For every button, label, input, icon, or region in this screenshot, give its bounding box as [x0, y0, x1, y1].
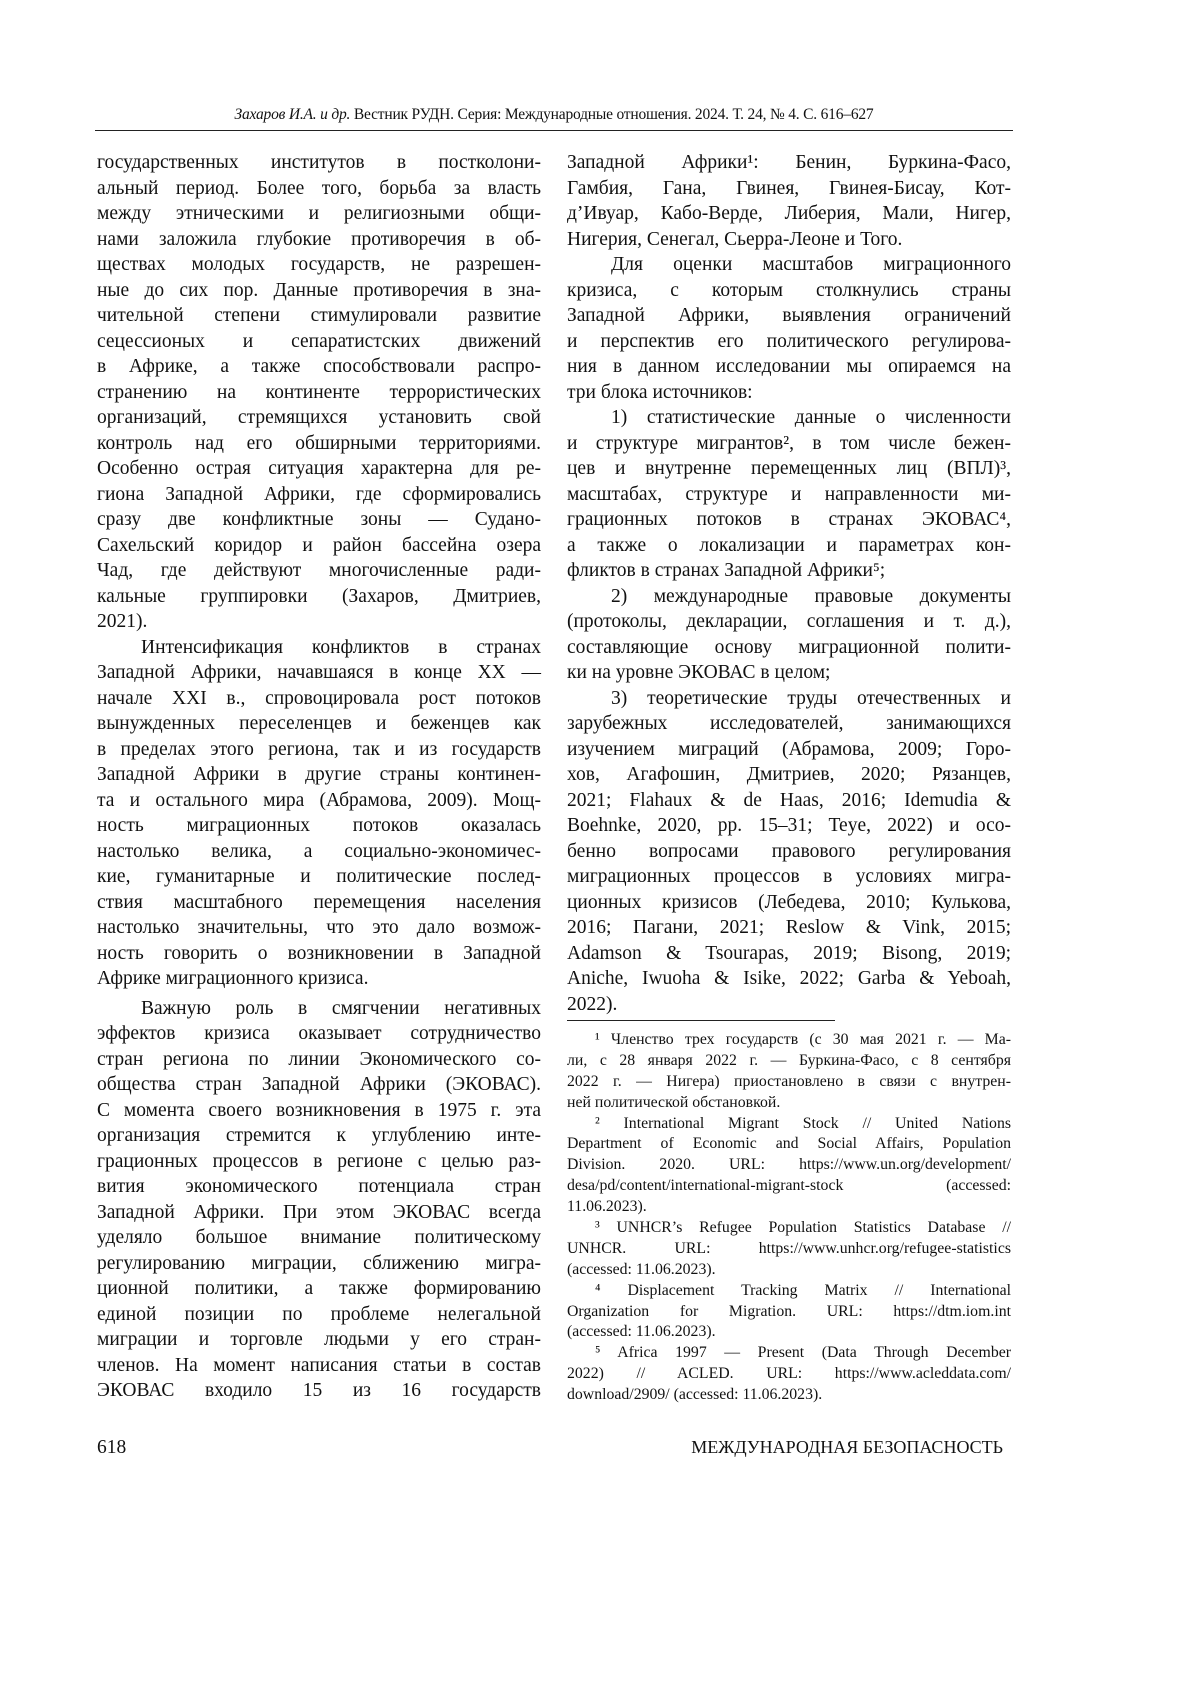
text-line: Чад, где действуют многочисленные ради-	[97, 558, 541, 584]
text-line: кальные группировки (Захаров, Дмитриев,	[97, 584, 541, 610]
footnote-line: 2022) // ACLED. URL: https://www.acleddata.com/	[567, 1364, 1011, 1385]
text-line: С момента своего возникновения в 1975 г. эта	[97, 1098, 541, 1124]
text-line: Сахельский коридор и район бассейна озера	[97, 533, 541, 559]
text-line: Aniche, Iwuoha & Isike, 2022; Garba & Yeboah,	[567, 966, 1011, 992]
page-number: 618	[97, 1437, 126, 1459]
header-authors: Захаров И.А. и др.	[235, 106, 351, 123]
text-line: стран региона по линии Экономического со-	[97, 1047, 541, 1073]
text-line: хов, Агафошин, Дмитриев, 2020; Рязанцев,	[567, 762, 1011, 788]
text-line: та и остального мира (Абрамова, 2009). Мощ-	[97, 788, 541, 814]
text-line: 2021; Flahaux & de Haas, 2016; Idemudia &	[567, 788, 1011, 814]
text-line: в Африке, а также способствовали распро-	[97, 354, 541, 380]
footnotes	[567, 1030, 1011, 1406]
text-line: организаций, стремящихся установить свой	[97, 405, 541, 431]
footnote-line: UNHCR. URL: https://www.unhcr.org/refugee-statistics	[567, 1239, 1011, 1260]
text-line: ствия масштабного перемещения населения	[97, 890, 541, 916]
text-line: миграционных процессов в условиях мигра-	[567, 864, 1011, 890]
text-line: ность говорить о возникновении в Западной	[97, 941, 541, 967]
text-line: кризиса, с которым столкнулись страны	[567, 278, 1011, 304]
text-line: ные до сих пор. Данные противоречия в зна-	[97, 278, 541, 304]
footnote-line: download/2909/ (accessed: 11.06.2023).	[567, 1385, 1011, 1406]
text-line: вынужденных переселенцев и беженцев как	[97, 711, 541, 737]
text-line: зарубежных исследователей, занимающихся	[567, 711, 1011, 737]
text-line: Африке миграционного кризиса.	[97, 966, 541, 992]
text-line: сецессионых и сепаратистских движений	[97, 329, 541, 355]
text-line: уделяло большое внимание политическому	[97, 1225, 541, 1251]
text-line: Интенсификация конфликтов в странах	[97, 635, 541, 661]
text-line: странению на континенте террористических	[97, 380, 541, 406]
footnote-line: ⁴ Displacement Tracking Matrix // International	[567, 1281, 1011, 1302]
text-line: единой позиции по проблеме нелегальной	[97, 1302, 541, 1328]
text-line: масштабах, структуре и направленности ми-	[567, 482, 1011, 508]
header-journal: Вестник РУДН. Серия: Международные отношения. 2024. Т. 24, № 4. С. 616–627	[350, 106, 873, 123]
footnote-line: 11.06.2023).	[567, 1197, 1011, 1218]
footnote-line: ¹ Членство трех государств (с 30 мая 2021 г. — Ма-	[567, 1030, 1011, 1051]
text-line: кие, гуманитарные и политические послед-	[97, 864, 541, 890]
text-line: 2) международные правовые документы	[567, 584, 1011, 610]
right-column	[567, 150, 1011, 1017]
text-line: государственных институтов в постколони-	[97, 150, 541, 176]
text-line: д’Ивуар, Кабо-Верде, Либерия, Мали, Нигер,	[567, 201, 1011, 227]
footnote-line: Division. 2020. URL: https://www.un.org/development/	[567, 1155, 1011, 1176]
text-line: Adamson & Tsourapas, 2019; Bisong, 2019;	[567, 941, 1011, 967]
text-line: ществах молодых государств, не разрешен-	[97, 252, 541, 278]
text-line: изучением миграций (Абрамова, 2009; Горо-	[567, 737, 1011, 763]
text-line: Особенно острая ситуация характерна для ре-	[97, 456, 541, 482]
text-line: между этническими и религиозными общи-	[97, 201, 541, 227]
text-line: составляющие основу миграционной полити-	[567, 635, 1011, 661]
text-line: Важную роль в смягчении негативных	[97, 996, 541, 1022]
footnote-line: ² International Migrant Stock // United Nations	[567, 1114, 1011, 1135]
text-line: ционных кризисов (Лебедева, 2010; Кулькова,	[567, 890, 1011, 916]
text-line: Западной Африки в другие страны континен-	[97, 762, 541, 788]
text-line: регулированию миграции, сближению мигра-	[97, 1251, 541, 1277]
text-line: 2016; Пагани, 2021; Reslow & Vink, 2015;	[567, 915, 1011, 941]
footnote-line: 2022 г. — Нигера) приостановлено в связи с внутрен-	[567, 1072, 1011, 1093]
text-line: а также о локализации и параметрах кон-	[567, 533, 1011, 559]
text-line: настолько значительны, что это дало возмож-	[97, 915, 541, 941]
text-line: нами заложила глубокие противоречия в об-	[97, 227, 541, 253]
text-line: грационных процессов в регионе с целью раз-	[97, 1149, 541, 1175]
text-line: ЭКОВАС входило 15 из 16 государств	[97, 1378, 541, 1404]
text-line: альный период. Более того, борьба за власть	[97, 176, 541, 202]
text-line: Гамбия, Гана, Гвинея, Гвинея-Бисау, Кот-	[567, 176, 1011, 202]
footnote-line: (accessed: 11.06.2023).	[567, 1322, 1011, 1343]
text-line: Boehnke, 2020, pp. 15–31; Teye, 2022) и осо-	[567, 813, 1011, 839]
footnote-line: desa/pd/content/international-migrant-stock (accessed:	[567, 1176, 1011, 1197]
running-header	[95, 106, 1013, 124]
text-line: грационных потоков в странах ЭКОВАС⁴,	[567, 507, 1011, 533]
text-line: контроль над его обширными территориями.	[97, 431, 541, 457]
text-line: чительной степени стимулировали развитие	[97, 303, 541, 329]
text-line: 2021).	[97, 609, 541, 635]
text-line: ки на уровне ЭКОВАС в целом;	[567, 660, 1011, 686]
text-line: ния в данном исследовании мы опираемся на	[567, 354, 1011, 380]
text-line: ность миграционных потоков оказалась	[97, 813, 541, 839]
text-line: Для оценки масштабов миграционного	[567, 252, 1011, 278]
text-line: миграции и торговле людьми у его стран-	[97, 1327, 541, 1353]
text-line: (протоколы, декларации, соглашения и т. д.),	[567, 609, 1011, 635]
text-line: начале XXI в., спровоцировала рост потоков	[97, 686, 541, 712]
text-line: организация стремится к углублению инте-	[97, 1123, 541, 1149]
text-line: сразу две конфликтные зоны — Судано-	[97, 507, 541, 533]
text-line: Западной Африки, выявления ограничений	[567, 303, 1011, 329]
text-line: гиона Западной Африки, где сформировались	[97, 482, 541, 508]
text-line: фликтов в странах Западной Африки⁵;	[567, 558, 1011, 584]
text-line: Западной Африки. При этом ЭКОВАС всегда	[97, 1200, 541, 1226]
text-line: 2022).	[567, 992, 1011, 1018]
text-line: настолько велика, а социально-экономичес-	[97, 839, 541, 865]
left-column	[97, 150, 541, 1404]
text-line: Западной Африки, начавшаяся в конце XX —	[97, 660, 541, 686]
text-line: общества стран Западной Африки (ЭКОВАС).	[97, 1072, 541, 1098]
text-line: Нигерия, Сенегал, Сьерра-Леоне и Того.	[567, 227, 1011, 253]
footnote-line: ли, с 28 января 2022 г. — Буркина-Фасо, с 8 сентября	[567, 1051, 1011, 1072]
footnote-line: ⁵ Africa 1997 — Present (Data Through December	[567, 1343, 1011, 1364]
text-line: и перспектив его политического регулирова-	[567, 329, 1011, 355]
text-line: цев и внутренне перемещенных лиц (ВПЛ)³,	[567, 456, 1011, 482]
text-line: ционной политики, а также формированию	[97, 1276, 541, 1302]
text-line: Западной Африки¹: Бенин, Буркина-Фасо,	[567, 150, 1011, 176]
section-title: МЕЖДУНАРОДНАЯ БЕЗОПАСНОСТЬ	[691, 1437, 1003, 1458]
text-line: 3) теоретические труды отечественных и	[567, 686, 1011, 712]
text-line: вития экономического потенциала стран	[97, 1174, 541, 1200]
text-line: 1) статистические данные о численности	[567, 405, 1011, 431]
footnote-line: Organization for Migration. URL: https://dtm.iom.int	[567, 1302, 1011, 1323]
footnote-line: ней политической обстановкой.	[567, 1093, 1011, 1114]
footnote-rule	[567, 1020, 835, 1021]
footnote-line: Department of Economic and Social Affairs, Population	[567, 1134, 1011, 1155]
header-rule	[95, 130, 1013, 131]
footnote-line: ³ UNHCR’s Refugee Population Statistics Database //	[567, 1218, 1011, 1239]
text-line: три блока источников:	[567, 380, 1011, 406]
text-line: в пределах этого региона, так и из государств	[97, 737, 541, 763]
footnote-line: (accessed: 11.06.2023).	[567, 1260, 1011, 1281]
text-line: членов. На момент написания статьи в состав	[97, 1353, 541, 1379]
text-line: эффектов кризиса оказывает сотрудничество	[97, 1021, 541, 1047]
text-line: и структуре мигрантов², в том числе бежен-	[567, 431, 1011, 457]
text-line: бенно вопросами правового регулирования	[567, 839, 1011, 865]
